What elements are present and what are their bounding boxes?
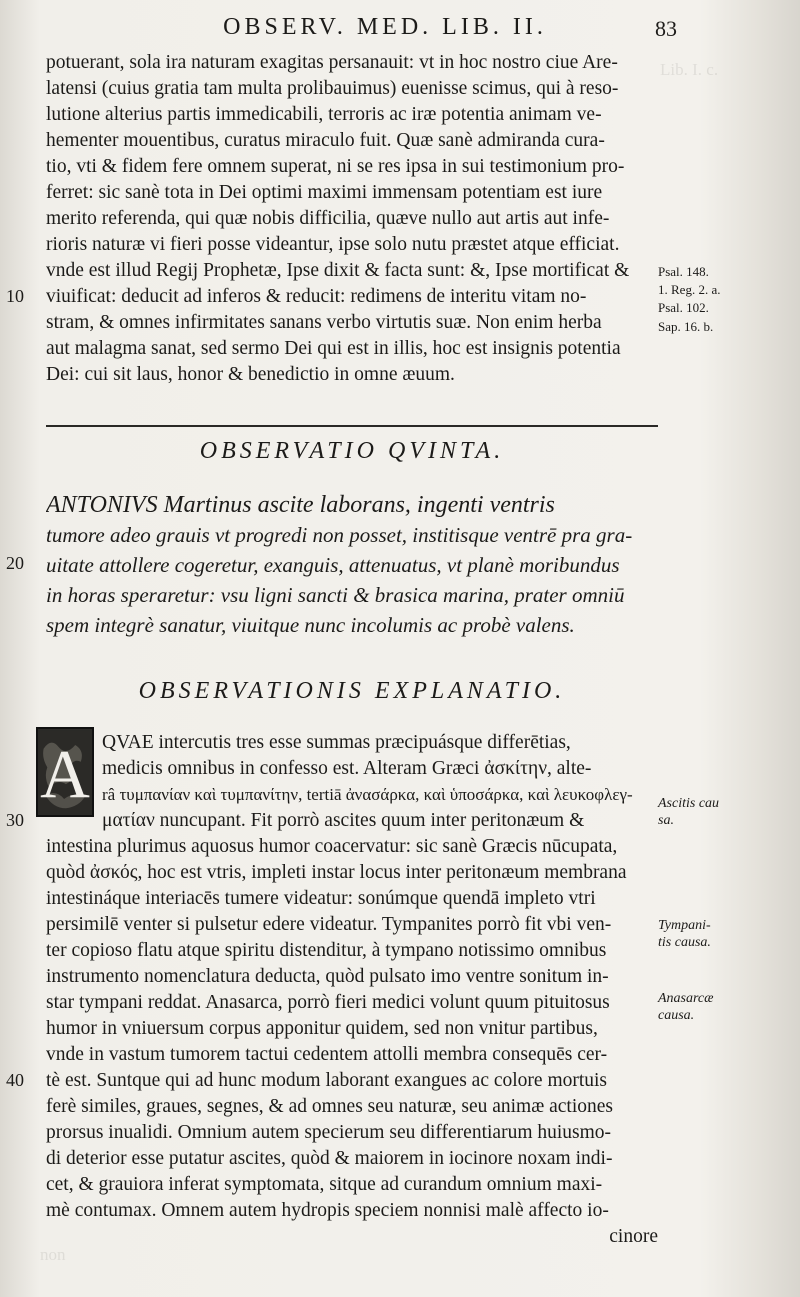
text-line: ματίαν nuncupant. Fit porrò ascites quum inter peritonæum & [102,810,585,831]
text-line: ferret: sic sanè tota in Dei optimi maximi immensam potentiam est iure [46,182,603,203]
margin-note: Tympani- [658,918,711,933]
text-line: hementer mouentibus, curatus miraculo fuit. Quæ sanè admiranda cura- [46,130,605,151]
text-line: vnde est illud Regij Prophetæ, Ipse dixit & facta sunt: &, Ipse mortificat & [46,260,630,281]
text-line: râ τυμπανίαν καὶ τυμπανίτην, tertiā ἀνασάρκα, καὶ ὑποσάρκα, καὶ λευκοφλεγ- [102,785,633,804]
text-line: stram, & omnes infirmitates sanans verbo virtutis suæ. Non enim herba [46,312,602,333]
margin-note: Sap. 16. b. [658,319,714,334]
text-line: di deterior esse putatur ascites, quòd & maiorem in iocinore noxam indi- [46,1148,613,1169]
line-number: 30 [6,810,24,830]
text-line: tio, vti & fidem fere omnem superat, ni se res ipsa in sui testimonium pro- [46,156,625,177]
text-line: vnde in vastum tumorem tactui cedentem attolli membra consequēs cer- [46,1044,608,1065]
section-rule [46,425,658,427]
margin-note: Psal. 148. [658,264,709,279]
page-number: 83 [655,16,677,41]
text-line: ferè similes, graues, segnes, & ad omnes seu naturæ, seu animæ actiones [46,1096,613,1117]
text-line: instrumento nomenclatura deducta, quòd pulsato imo ventre sonitum in- [46,966,609,987]
text-line: ANTONIVS Martinus ascite laborans, ingenti ventris [46,492,555,518]
text-line: latensi (cuius gratia tam multa prolibauimus) euenisse scimus, qui à reso- [46,78,619,99]
text-line: tè est. Suntque qui ad hunc modum laborant exangues ac colore mortuis [46,1070,608,1091]
decorated-initial [36,727,94,817]
text-line: medicis omnibus in confesso est. Alteram Græci ἀσκίτην, alte- [102,758,592,779]
margin-note: sa. [658,813,674,828]
line-number: 10 [6,286,24,306]
line-number: 40 [6,1070,24,1090]
text-line: potuerant, sola ira naturam exagitas persanauit: vt in hoc nostro ciue Are- [46,52,618,73]
margin-note: Anasarcæ [658,991,714,1006]
text-line: prorsus inualidi. Omnium autem specierum seu differentiarum huiusmo- [46,1122,612,1143]
text-line: merito referenda, qui quæ nobis difficilia, quæve nullo aut artis aut infe- [46,208,610,229]
line-number: 20 [6,553,24,573]
catchword: cinore [609,1226,658,1247]
margin-note: Psal. 102. [658,300,709,315]
text-line: Dei: cui sit laus, honor & benedictio in omne æuum. [46,364,455,385]
text-line: spem integrè sanatur, viuitque nunc incolumis ac probè valens. [46,613,575,637]
margin-note: 1. Reg. 2. a. [658,282,721,297]
explanatio-title: OBSERVATIONIS EXPLANATIO. [138,678,566,704]
text-line: uitate attollere cogeretur, exanguis, attenuatus, vt planè moribundus [46,553,620,577]
margin-note: Ascitis cau [658,796,720,811]
running-title: OBSERV. MED. LIB. II. [223,14,547,40]
text-line: in horas speraretur: vsu ligni sancti & brasica marina, prater omniū [46,583,625,607]
text-line: intestina plurimus aquosus humor coacervatur: sic sanè Græcis nūcupata, [46,836,618,857]
text-line: ter copioso flatu atque spiritu distenditur, à tympano notissimo omnibus [46,940,607,961]
text-line: aut malagma sanat, sed sermo Dei qui est in illis, hoc est insignis potentia [46,338,621,359]
bleed-through-text: Lib. I. c. [660,60,719,79]
text-line: viuificat: deducit ad inferos & reducit: redimens de interitu vitam no- [46,286,587,307]
dropcap-letter: A [40,736,90,813]
bleed-through-text: non [40,1245,66,1264]
text-line: star tympani reddat. Anasarca, porrò fieri medici volunt quum pituitosus [46,992,610,1013]
margin-note: causa. [658,1008,695,1023]
observatio-title: OBSERVATIO QVINTA. [199,438,505,464]
text-line: lutione alterius partis immedicabili, terroris ac iræ potentia animam ve- [46,104,602,125]
text-line: humor in vniuersum corpus apponitur quidem, sed non vnitur partibus, [46,1018,598,1039]
text-line: persimilē venter si pulsetur edere videatur. Tympanites porrò fit vbi ven- [46,914,612,935]
text-line: mè contumax. Omnem autem hydropis speciem nonnisi malè affecto io- [46,1200,609,1221]
margin-note: tis causa. [658,935,711,950]
text-line: QVAE intercutis tres esse summas præcipuásque differētias, [102,732,571,753]
text-line: rioris naturæ vi fieri posse videantur, ipse solo nutu præstet atque efficiat. [46,234,620,255]
text-line: tumore adeo grauis vt progredi non posset, institisque ventrē pra gra- [46,523,633,547]
decorated-initial-graphic [38,729,92,815]
text-line: intestináque interiacēs tumere videatur: sonúmque quendā impleto vtri [46,888,596,909]
text-line: cet, & grauiora inferat symptomata, sitque ad curandum omnium maxi- [46,1174,603,1195]
text-line: quòd ἀσκός, hoc est vtris, impleti instar locus inter peritonæum membrana [46,862,627,883]
